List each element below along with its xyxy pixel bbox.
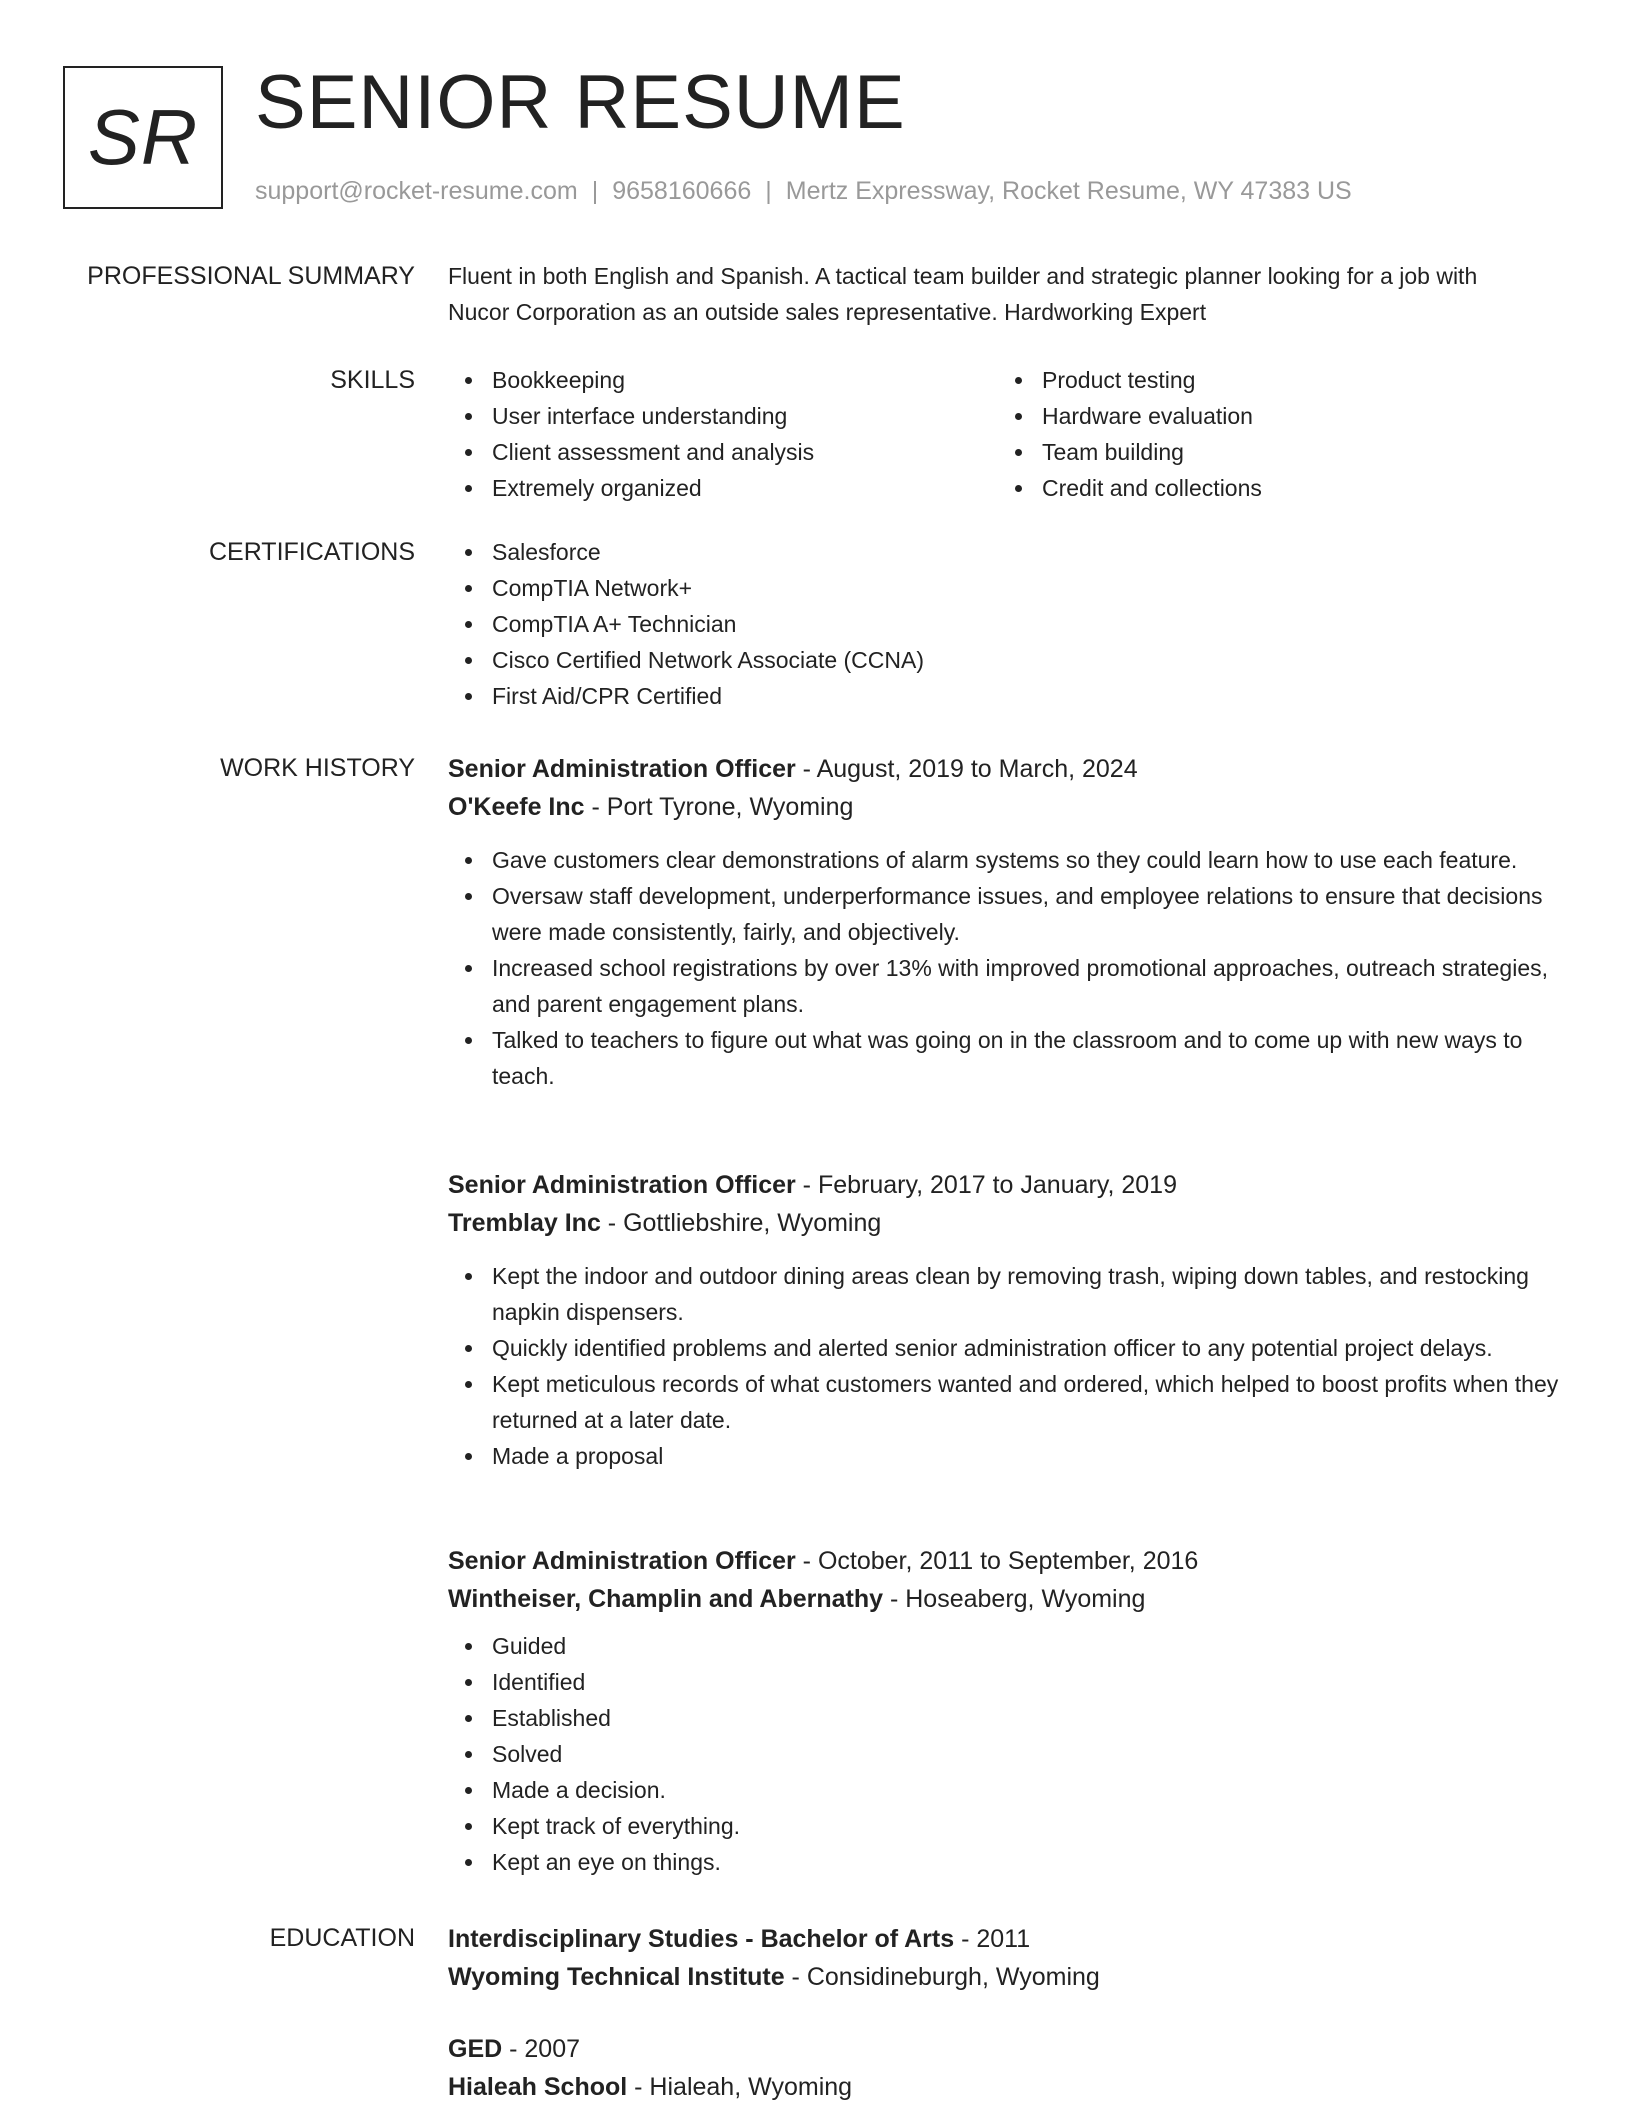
list-item: Salesforce [448, 534, 1578, 570]
list-item: Kept the indoor and outdoor dining areas clean by removing trash, wiping down tables, and restocking napkin dispensers. [448, 1258, 1578, 1330]
list-item: Bookkeeping [448, 362, 998, 398]
summary-line: Fluent in both English and Spanish. A tactical team builder and strategic planner looking for a job with [448, 263, 1478, 289]
job-location: - Gottliebshire, Wyoming [600, 1209, 882, 1237]
list-item: CompTIA Network+ [448, 570, 1578, 606]
job-dates: - February, 2017 to January, 2019 [795, 1171, 1177, 1199]
summary-line: Nucor Corporation as an outside sales representative. Hardworking Expert [448, 299, 1207, 325]
contact-address: Mertz Expressway, Rocket Resume, WY 47383 US [785, 177, 1352, 205]
certifications-body [448, 534, 1578, 750]
job-title-line [448, 1542, 1578, 1580]
resume-body [0, 258, 1632, 2106]
job-company-line [448, 788, 1578, 826]
job-dates: - October, 2011 to September, 2016 [795, 1547, 1199, 1575]
contact-email[interactable]: support@rocket-resume.com [255, 177, 578, 205]
list-item: Gave customers clear demonstrations of alarm systems so they could learn how to use each feature. [448, 842, 1578, 878]
school-location: - Hialeah, Wyoming [627, 2073, 853, 2101]
job-dates: - August, 2019 to March, 2024 [795, 755, 1138, 783]
contact-line [255, 175, 1352, 207]
list-item: Product testing [998, 362, 1548, 398]
job-bullets [448, 842, 1578, 1094]
job-bullets [448, 1258, 1578, 1474]
section-skills [0, 362, 1632, 534]
list-item: Team building [998, 434, 1548, 470]
list-item: Kept an eye on things. [448, 1844, 1578, 1880]
job-title: Senior Administration Officer [448, 1547, 796, 1575]
job-company: Tremblay Inc [448, 1209, 601, 1237]
section-work-history [0, 750, 1632, 1920]
contact-separator: | [591, 177, 599, 205]
job-location: - Hoseaberg, Wyoming [883, 1585, 1146, 1613]
job-bullets [448, 1628, 1578, 1880]
job-location: - Port Tyrone, Wyoming [584, 793, 854, 821]
certifications-list [448, 534, 1578, 714]
degree-line [448, 1920, 1578, 1958]
list-item: Established [448, 1700, 1578, 1736]
list-item: Made a proposal [448, 1438, 1578, 1474]
candidate-name: SENIOR RESUME [255, 60, 906, 145]
section-label: PROFESSIONAL SUMMARY [87, 262, 415, 290]
job-title-line [448, 750, 1578, 788]
summary-text [448, 258, 1578, 362]
job-title: Senior Administration Officer [448, 1171, 796, 1199]
contact-separator: | [765, 177, 772, 205]
job-company-line [448, 1204, 1578, 1242]
list-item: Kept track of everything. [448, 1808, 1578, 1844]
contact-phone[interactable]: 9658160666 [612, 177, 752, 205]
list-item: Made a decision. [448, 1772, 1578, 1808]
school-line [448, 1958, 1578, 1996]
job-entry [448, 1166, 1578, 1542]
job-entry [448, 1542, 1578, 1920]
list-item: Hardware evaluation [998, 398, 1548, 434]
education-body [448, 1920, 1578, 2106]
school: Hialeah School [448, 2073, 628, 2101]
section-label: SKILLS [330, 366, 415, 394]
degree-year: - 2011 [954, 1925, 1031, 1953]
list-item: Cisco Certified Network Associate (CCNA) [448, 642, 1578, 678]
list-item: Talked to teachers to figure out what was going on in the classroom and to come up with new ways to teach. [448, 1022, 1578, 1094]
skills-column [448, 362, 998, 534]
school-location: - Considineburgh, Wyoming [784, 1963, 1100, 1991]
list-item: Oversaw staff development, underperformance issues, and employee relations to ensure that decisions were made consistently, fairly, and objectively. [448, 878, 1578, 950]
education-entry [448, 1920, 1578, 2030]
job-company: Wintheiser, Champlin and Abernathy [448, 1585, 884, 1613]
degree: GED [448, 2035, 503, 2063]
job-title: Senior Administration Officer [448, 755, 796, 783]
list-item: User interface understanding [448, 398, 998, 434]
section-summary [0, 258, 1632, 362]
list-item: Kept meticulous records of what customers wanted and ordered, which helped to boost profits when they returned at a later date. [448, 1366, 1578, 1438]
job-company: O'Keefe Inc [448, 793, 585, 821]
section-label: CERTIFICATIONS [208, 538, 415, 566]
list-item: Increased school registrations by over 13% with improved promotional approaches, outreach strategies, and parent engagement plans. [448, 950, 1578, 1022]
work-history-body [448, 750, 1578, 1920]
job-company-line [448, 1580, 1578, 1618]
section-label: EDUCATION [269, 1924, 415, 1952]
list-item: Guided [448, 1628, 1578, 1664]
monogram-logo: SR [63, 66, 223, 209]
list-item: Solved [448, 1736, 1578, 1772]
education-entry [448, 2030, 1578, 2106]
degree: Interdisciplinary Studies - Bachelor of Arts [448, 1925, 955, 1953]
list-item: First Aid/CPR Certified [448, 678, 1578, 714]
list-item: Identified [448, 1664, 1578, 1700]
skills-grid [448, 362, 1578, 534]
list-item: CompTIA A+ Technician [448, 606, 1578, 642]
degree-line [448, 2030, 1578, 2068]
list-item: Extremely organized [448, 470, 998, 506]
skills-column [998, 362, 1548, 534]
job-title-line [448, 1166, 1578, 1204]
list-item: Credit and collections [998, 470, 1548, 506]
job-entry [448, 750, 1578, 1166]
school: Wyoming Technical Institute [448, 1963, 785, 1991]
school-line [448, 2068, 1578, 2106]
degree-year: - 2007 [502, 2035, 581, 2063]
resume-header [0, 0, 1632, 230]
section-label: WORK HISTORY [220, 754, 415, 782]
section-education [0, 1920, 1632, 2106]
list-item: Quickly identified problems and alerted senior administration officer to any potential project delays. [448, 1330, 1578, 1366]
list-item: Client assessment and analysis [448, 434, 998, 470]
section-certifications [0, 534, 1632, 750]
